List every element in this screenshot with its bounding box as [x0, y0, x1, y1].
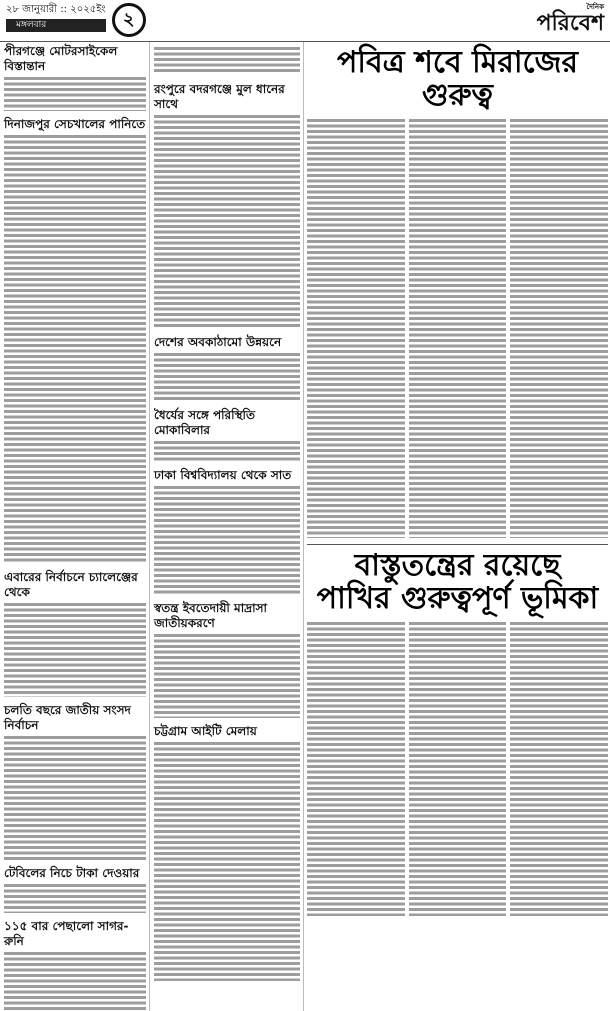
article-headline: ধৈর্যের সঙ্গে পরিস্থিতি মোকাবিলার: [154, 408, 255, 437]
article-body: [4, 76, 146, 111]
article-body: [154, 352, 300, 402]
article-continued: [154, 46, 300, 74]
article-headline: দেশের অবকাঠামো উন্নয়নে: [154, 335, 282, 349]
date-block: [6, 3, 106, 32]
newspaper-logo: পরিবেশ: [536, 11, 604, 36]
article-body: [4, 951, 146, 1011]
feature-body-columns: [307, 619, 608, 916]
article-body: [154, 485, 300, 595]
column-1: [0, 42, 150, 1011]
article-body: [409, 118, 507, 538]
article-body: [510, 621, 608, 916]
article-body: [4, 602, 146, 697]
article: [154, 601, 300, 718]
logo-prefix: দৈনিক: [586, 3, 604, 11]
article: [4, 919, 146, 1011]
article-body: [154, 633, 300, 718]
page-body: [0, 42, 610, 1011]
article: [154, 408, 300, 462]
lead-body-columns: [307, 116, 608, 538]
issue-date: ২৮ জানুয়ারী :: ২০২৫ইং: [6, 4, 106, 15]
article-headline: ঢাকা বিশ্ববিদ্যালয় থেকে সাত: [154, 468, 292, 482]
column-2: [150, 42, 304, 1011]
article-body: [409, 621, 507, 916]
article-body: [154, 440, 300, 462]
lead-section: [304, 42, 610, 1011]
article-headline: রংপুরে বদরগঞ্জে মুল ধানের সাথে: [154, 82, 285, 111]
article: [4, 570, 146, 697]
article-body: [307, 118, 405, 538]
article-body: [307, 621, 405, 916]
article-headline: চলতি বছরে জাতীয় সংসদ নির্বাচন: [4, 703, 131, 732]
article-headline: পীরগঞ্জে মোটরসাইকেল বিস্তান্তান: [4, 44, 118, 73]
article-body: [4, 134, 146, 564]
feature-headline: [307, 549, 608, 615]
article: [4, 44, 146, 111]
article: [154, 82, 300, 329]
weekday-label: মঙ্গলবার: [6, 19, 106, 32]
article: [4, 866, 146, 913]
article: [4, 117, 146, 564]
article: [154, 468, 300, 595]
article: [154, 724, 300, 981]
article: [4, 703, 146, 860]
article-headline: চট্টগ্রাম আইটি মেলায়: [154, 724, 257, 738]
article-body: [4, 883, 146, 913]
lead-headline: পবিত্র শবে মিরাজের গুরুত্ব: [337, 45, 578, 113]
article-body: [154, 46, 300, 74]
article-headline: টেবিলের নিচে টাকা দেওয়ার: [4, 866, 140, 880]
masthead-left: [6, 3, 146, 37]
article-headline: ১১৫ বার পেছালো সাগর-রুনি: [4, 919, 129, 948]
feature-headline-line: বাস্তুতন্ত্রের রয়েছে: [354, 548, 561, 583]
page-number: ২: [112, 3, 146, 37]
article-headline: এবারের নির্বাচনে চ্যালেঞ্জের থেকে: [4, 570, 138, 599]
article-body: [4, 735, 146, 860]
article-body: [154, 741, 300, 981]
article-body: [154, 114, 300, 329]
masthead: [0, 0, 610, 42]
article: [154, 335, 300, 402]
article-headline: স্বতন্ত্র ইবতেদায়ী মাদ্রাসা জাতীয়করণে: [154, 601, 268, 630]
article-body: [510, 118, 608, 538]
section-divider: [307, 544, 608, 545]
masthead-right: [537, 3, 604, 37]
feature-headline-line: পাখির গুরুত্বপূর্ণ ভূমিকা: [316, 581, 599, 616]
article-headline: দিনাজপুর সেচখালের পানিতে: [4, 117, 146, 131]
